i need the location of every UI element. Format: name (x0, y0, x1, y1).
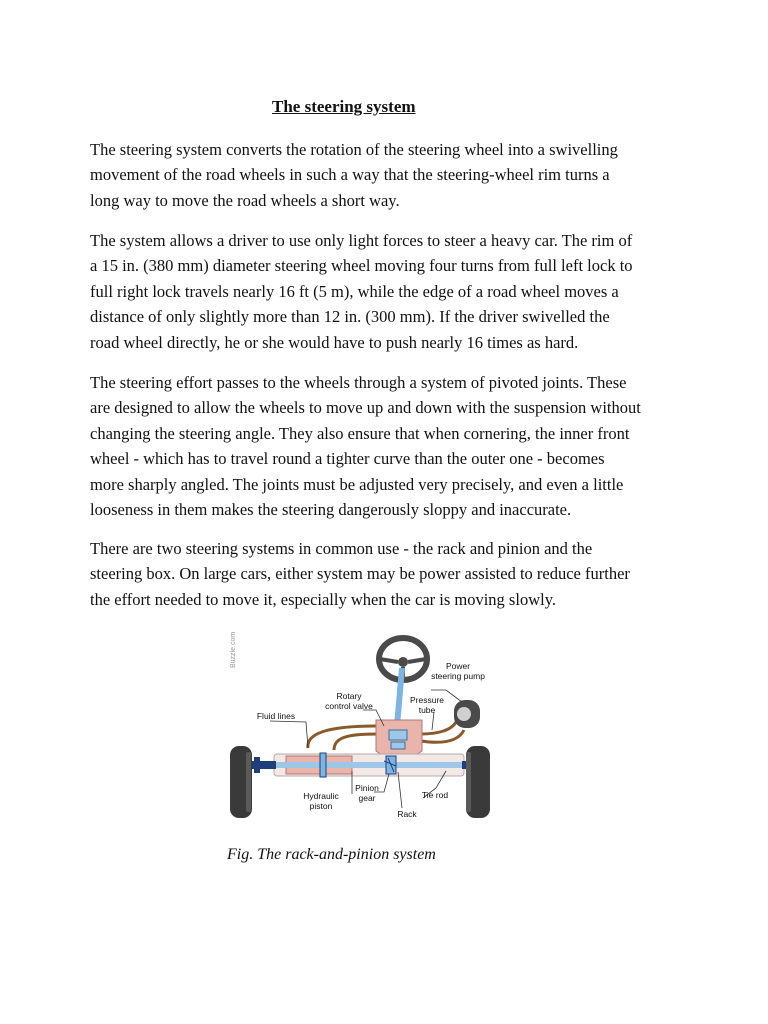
paragraph-line: are designed to allow the wheels to move up and down with the suspension without (90, 398, 641, 418)
label-rotary-line1: Rotary (336, 691, 362, 701)
rack-and-pinion-diagram (226, 626, 498, 826)
paragraph-line: wheel - which has to travel round a tighter curve than the outer one - becomes (90, 449, 605, 469)
figure-caption: Fig. The rack-and-pinion system (227, 846, 436, 863)
paragraph-line: more sharply angled. The joints must be adjusted very precisely, and even a little (90, 474, 624, 494)
paragraph-line: full right lock travels nearly 16 ft (5 m), while the edge of a road wheel moves a (90, 281, 619, 301)
paragraph-line: the effort needed to move it, especially when the car is moving slowly. (90, 589, 556, 609)
paragraph-1 (90, 137, 690, 213)
hydraulic-piston (320, 753, 326, 777)
paragraph-line: road wheel directly, he or she would have to push nearly 16 times as hard. (90, 332, 579, 352)
left-wheel-icon (230, 746, 252, 818)
paragraph-line: long way to move the road wheels a short way. (90, 190, 400, 210)
paragraph-line: The steering effort passes to the wheels through a system of pivoted joints. These (90, 373, 627, 392)
label-pressure-line2: tube (418, 705, 436, 715)
paragraph-line: distance of only slightly more than 12 in. (300 mm). If the driver swivelled the (90, 307, 610, 327)
label-pressure-line1: Pressure (409, 695, 445, 705)
label-rack: Rack (397, 809, 417, 819)
label-pinion-line1: Pinion (355, 783, 379, 793)
label-power-pump-line2: steering pump (431, 671, 485, 681)
power-steering-pump-icon (454, 700, 480, 728)
paragraph-2 (90, 228, 690, 355)
watermark-text: Buzzle.com (230, 631, 237, 668)
label-hydraulic-line2: piston (309, 801, 333, 811)
label-tie-rod: Tie rod (421, 790, 449, 800)
paragraph-line: a 15 in. (380 mm) diameter steering wheel moving four turns from full left lock to (90, 256, 633, 276)
label-pinion-line2: gear (358, 793, 376, 803)
paragraph-line: The system allows a driver to use only light forces to steer a heavy car. The rim of (90, 231, 633, 250)
right-wheel-icon (466, 746, 490, 818)
paragraph-line: changing the steering angle. They also ensure that when cornering, the inner front (90, 423, 630, 443)
label-fluid-lines: Fluid lines (256, 711, 296, 721)
label-power-pump-line1: Power (445, 661, 471, 671)
paragraph-line: looseness in them makes the steering dangerously sloppy and inaccurate. (90, 500, 572, 520)
paragraph-4 (90, 536, 690, 612)
label-hydraulic-line1: Hydraulic (303, 791, 339, 801)
rack-bar (274, 762, 464, 768)
paragraph-line: There are two steering systems in common use - the rack and pinion and the (90, 539, 593, 558)
paragraph-line: movement of the road wheels in such a way that the steering-wheel rim turns a (90, 165, 610, 185)
paragraph-3 (90, 370, 690, 522)
paragraph-line: The steering system converts the rotation of the steering wheel into a swivelling (90, 140, 618, 159)
document-title: The steering system (272, 97, 416, 116)
label-rotary-line2: control valve (325, 701, 373, 711)
paragraph-line: steering box. On large cars, either system may be power assisted to reduce further (90, 564, 630, 584)
